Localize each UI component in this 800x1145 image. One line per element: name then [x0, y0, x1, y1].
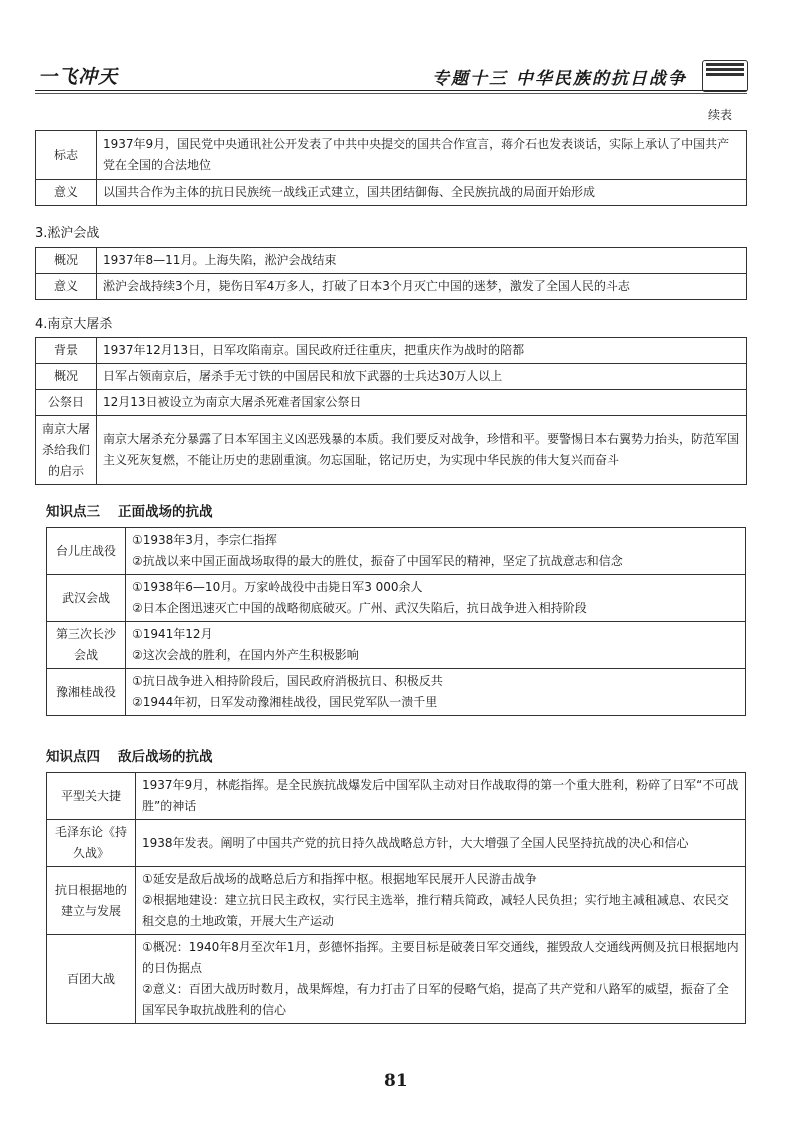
table-row [36, 364, 747, 390]
table-row [36, 416, 747, 485]
row-line: ①1941年12月 [132, 627, 213, 641]
table-united-front [35, 130, 747, 206]
kp-number: 知识点三 [46, 504, 100, 520]
row-line: ①抗日战争进入相持阶段后，国民政府消极抗日、积极反共 [132, 674, 443, 688]
knowledge-point-heading [46, 500, 213, 520]
row-label: 南京大屠杀给我们的启示 [36, 416, 97, 485]
section-heading: 4.南京大屠杀 [35, 317, 113, 332]
row-label: 毛泽东论《持久战》 [47, 820, 136, 867]
row-line: ①1938年3月，李宗仁指挥 [132, 533, 277, 547]
row-line: ②这次会战的胜利，在国内外产生积极影响 [132, 648, 359, 662]
table-row [47, 867, 746, 935]
row-content: 以国共合作为主体的抗日民族统一战线正式建立，国共团结御侮、全民族抗战的局面开始形成 [97, 180, 747, 206]
row-line: ②意义：百团大战历时数月，战果辉煌，有力打击了日军的侵略气焰，提高了共产党和八路军的威望，振奋了全国军民争取抗战胜利的信心 [142, 982, 729, 1017]
table-row [36, 390, 747, 416]
section-heading: 3.淞沪会战 [35, 226, 100, 241]
row-content: 1937年8—11月。上海失陷，淞沪会战结束 [97, 248, 747, 274]
header-rule-thin [35, 93, 747, 94]
row-line: ②抗战以来中国正面战场取得的最大的胜仗，振奋了中国军民的精神，坚定了抗战意志和信念 [132, 554, 623, 568]
table-row [36, 274, 747, 300]
row-label: 抗日根据地的建立与发展 [47, 867, 136, 935]
series-logo [702, 60, 748, 92]
kp-title: 正面战场的抗战 [118, 504, 213, 520]
header-rule [35, 90, 747, 91]
row-label: 平型关大捷 [47, 773, 136, 820]
row-label: 标志 [36, 131, 97, 180]
topic-title: 专题十三 中华民族的抗日战争 [432, 69, 687, 89]
row-label: 武汉会战 [47, 575, 126, 622]
table-row [36, 180, 747, 206]
table-front-battles [46, 527, 746, 716]
table-row [47, 575, 746, 622]
kp-title: 敌后战场的抗战 [118, 749, 213, 765]
row-line: ②根据地建设：建立抗日民主政权，实行民主选举，推行精兵简政，减轻人民负担；实行地主减租减息、农民交租交息的土地政策，开展大生产运动 [142, 893, 729, 928]
table-row [36, 131, 747, 180]
row-line: 1938年发表。阐明了中国共产党的抗日持久战战略总方针，大大增强了全国人民坚持抗战的决心和信心 [136, 820, 746, 867]
row-label: 百团大战 [47, 935, 136, 1024]
row-label: 公祭日 [36, 390, 97, 416]
table-row [47, 820, 746, 867]
row-line: ②1944年初，日军发动豫湘桂战役，国民党军队一溃千里 [132, 695, 438, 709]
table-rear-battles [46, 772, 746, 1024]
row-content: 1937年9月，国民党中央通讯社公开发表了中共中央提交的国共合作宣言，蒋介石也发表谈话，实际上承认了中国共产党在全国的合法地位 [97, 131, 747, 180]
row-label: 台儿庄战役 [47, 528, 126, 575]
table-row [47, 669, 746, 716]
row-label: 概况 [36, 248, 97, 274]
row-line: 1937年9月，林彪指挥。是全民族抗战爆发后中国军队主动对日作战取得的第一个重大胜利，粉碎了日军“不可战胜”的神话 [136, 773, 746, 820]
table-row [36, 338, 747, 364]
row-label: 第三次长沙会战 [47, 622, 126, 669]
table-songhu [35, 247, 747, 300]
table-nanjing [35, 337, 747, 485]
page-number: 81 [384, 1071, 408, 1091]
brand-logo-text: 一飞冲天 [38, 66, 119, 88]
row-content: 淞沪会战持续3个月，毙伤日军4万多人，打破了日本3个月灭亡中国的迷梦，激发了全国人民的斗志 [97, 274, 747, 300]
row-line: ①1938年6—10月。万家岭战役中击毙日军3 000余人 [132, 580, 423, 594]
row-content: 1937年12月13日，日军攻陷南京。国民政府迁往重庆，把重庆作为战时的陪都 [97, 338, 747, 364]
kp-number: 知识点四 [46, 749, 100, 765]
row-line: ①延安是敌后战场的战略总后方和指挥中枢。根据地军民展开人民游击战争 [142, 872, 537, 886]
row-label: 背景 [36, 338, 97, 364]
table-row [47, 622, 746, 669]
row-content: 日军占领南京后，屠杀手无寸铁的中国居民和放下武器的士兵达30万人以上 [97, 364, 747, 390]
row-label: 意义 [36, 180, 97, 206]
row-line: ②日本企图迅速灭亡中国的战略彻底破灭。广州、武汉失陷后，抗日战争进入相持阶段 [132, 601, 587, 615]
knowledge-point-heading [46, 745, 213, 765]
table-row [47, 935, 746, 1024]
continued-label: 续表 [708, 108, 733, 122]
row-line: ①概况：1940年8月至次年1月，彭德怀指挥。主要目标是破袭日军交通线，摧毁敌人交通线两侧及抗日根据地内的日伪据点 [142, 940, 739, 975]
row-content: 12月13日被设立为南京大屠杀死难者国家公祭日 [97, 390, 747, 416]
row-label: 概况 [36, 364, 97, 390]
table-row [36, 248, 747, 274]
table-row [47, 528, 746, 575]
table-row [47, 773, 746, 820]
row-content: 南京大屠杀充分暴露了日本军国主义凶恶残暴的本质。我们要反对战争，珍惜和平。要警惕日本右翼势力抬头，防范军国主义死灰复燃，不能让历史的悲剧重演。勿忘国耻，铭记历史，为实现中华民族的伟大复兴而奋斗 [97, 416, 747, 485]
row-label: 豫湘桂战役 [47, 669, 126, 716]
row-label: 意义 [36, 274, 97, 300]
